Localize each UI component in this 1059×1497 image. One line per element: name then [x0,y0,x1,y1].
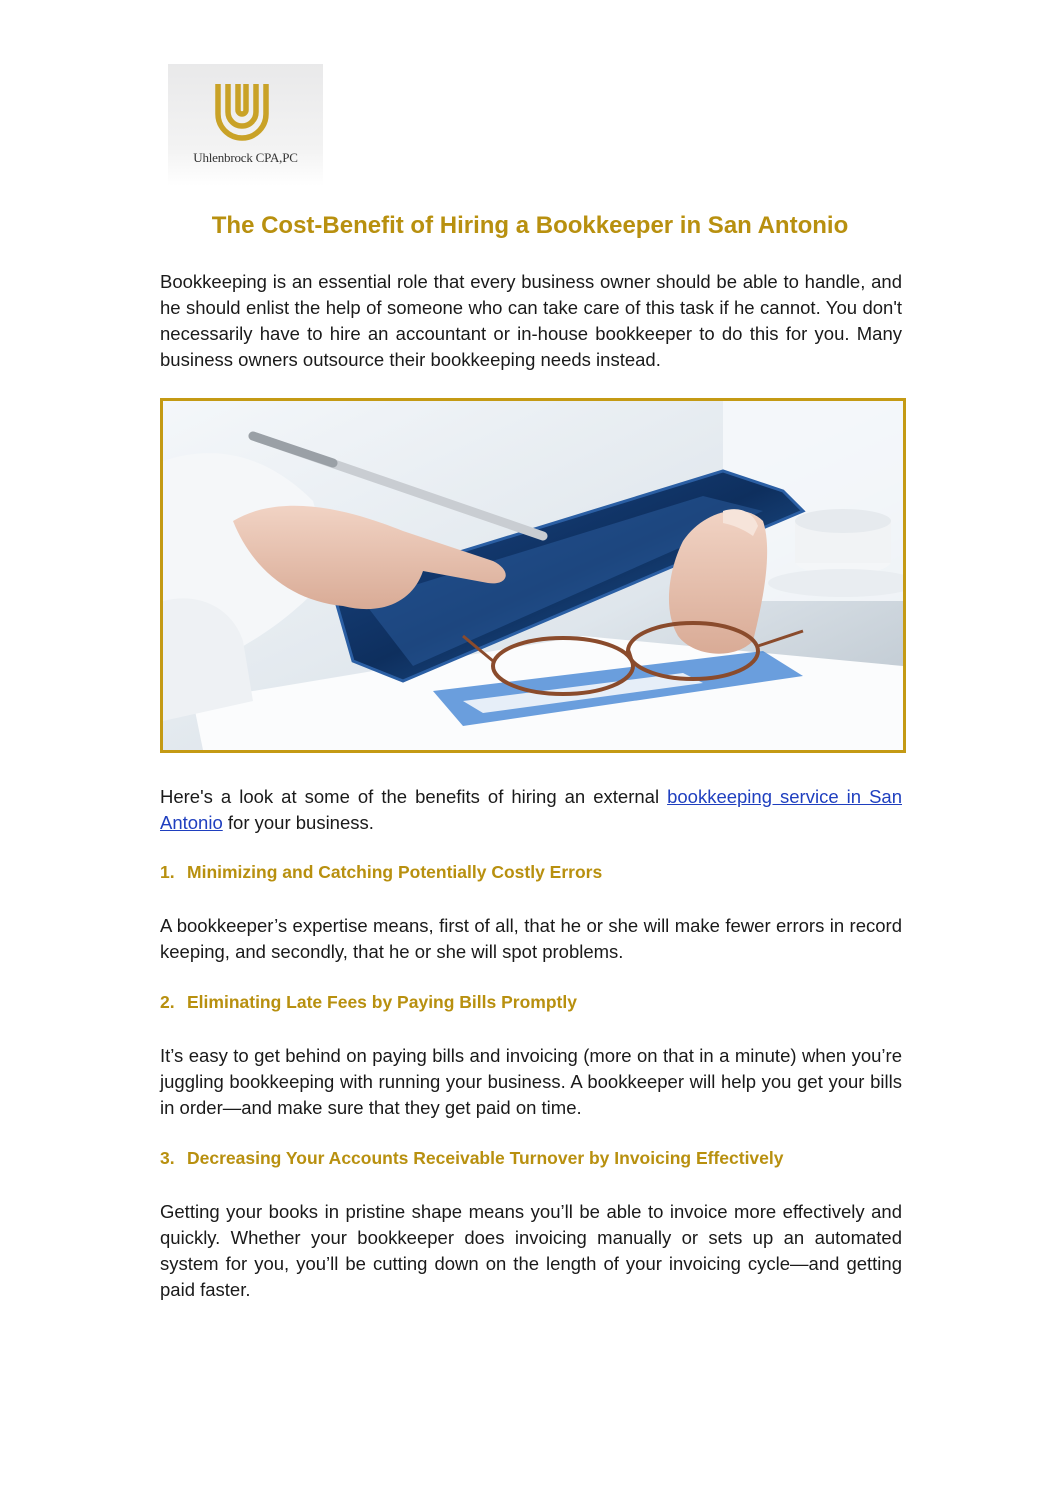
section-number: 1. [160,862,175,882]
intro-paragraph: Bookkeeping is an essential role that every business owner should be able to handle, and he should enlist the help of someone who can take care of this task if he cannot. You don't necessarily have to hire an accountant or in-house bookkeeper to do this for you. Many business owners outsource their bookkeeping needs instead. [160,271,902,370]
hero-image [160,398,906,753]
section-heading-2 [160,992,902,1013]
section-body-3: Getting your books in pristine shape means you’ll be able to invoice more effectively and quickly. Whether your bookkeeper does invoicing manually or sets up an automated system for you, you’ll be cutting down on the length of your invoicing cycle—and getting paid faster. [160,1201,902,1300]
interlocking-u-logo-icon [212,80,272,146]
section-number: 2. [160,992,175,1012]
photo-hands-tablet-glasses [163,401,903,750]
benefits-intro-text: Here's a look at some of the benefits of hiring an external [160,786,668,807]
page-title: The Cost-Benefit of Hiring a Bookkeeper in San Antonio [211,212,849,239]
bookkeeping-service-link[interactable]: bookkeeping service in San Antonio [160,786,902,833]
section-heading-text: Minimizing and Catching Potentially Costly Errors [187,862,603,882]
company-logo [168,64,323,186]
section-heading-text: Eliminating Late Fees by Paying Bills Promptly [187,992,577,1012]
section-body-2: It’s easy to get behind on paying bills and invoicing (more on that in a minute) when you’re juggling bookkeeping with running your business. A bookkeeper will help you get your bills in order—and make sure that they get paid on time. [160,1045,902,1118]
section-body-1: A bookkeeper’s expertise means, first of all, that he or she will make fewer errors in record keeping, and secondly, that he or she will spot problems. [160,915,902,962]
benefits-intro-text-end: for your business. [222,812,374,833]
section-heading-1 [160,862,902,883]
benefits-intro-paragraph [160,784,902,836]
section-heading-3 [160,1148,902,1169]
section-number: 3. [160,1148,175,1168]
section-heading-text: Decreasing Your Accounts Receivable Turnover by Invoicing Effectively [187,1148,784,1168]
company-name: Uhlenbrock CPA,PC [193,150,298,165]
